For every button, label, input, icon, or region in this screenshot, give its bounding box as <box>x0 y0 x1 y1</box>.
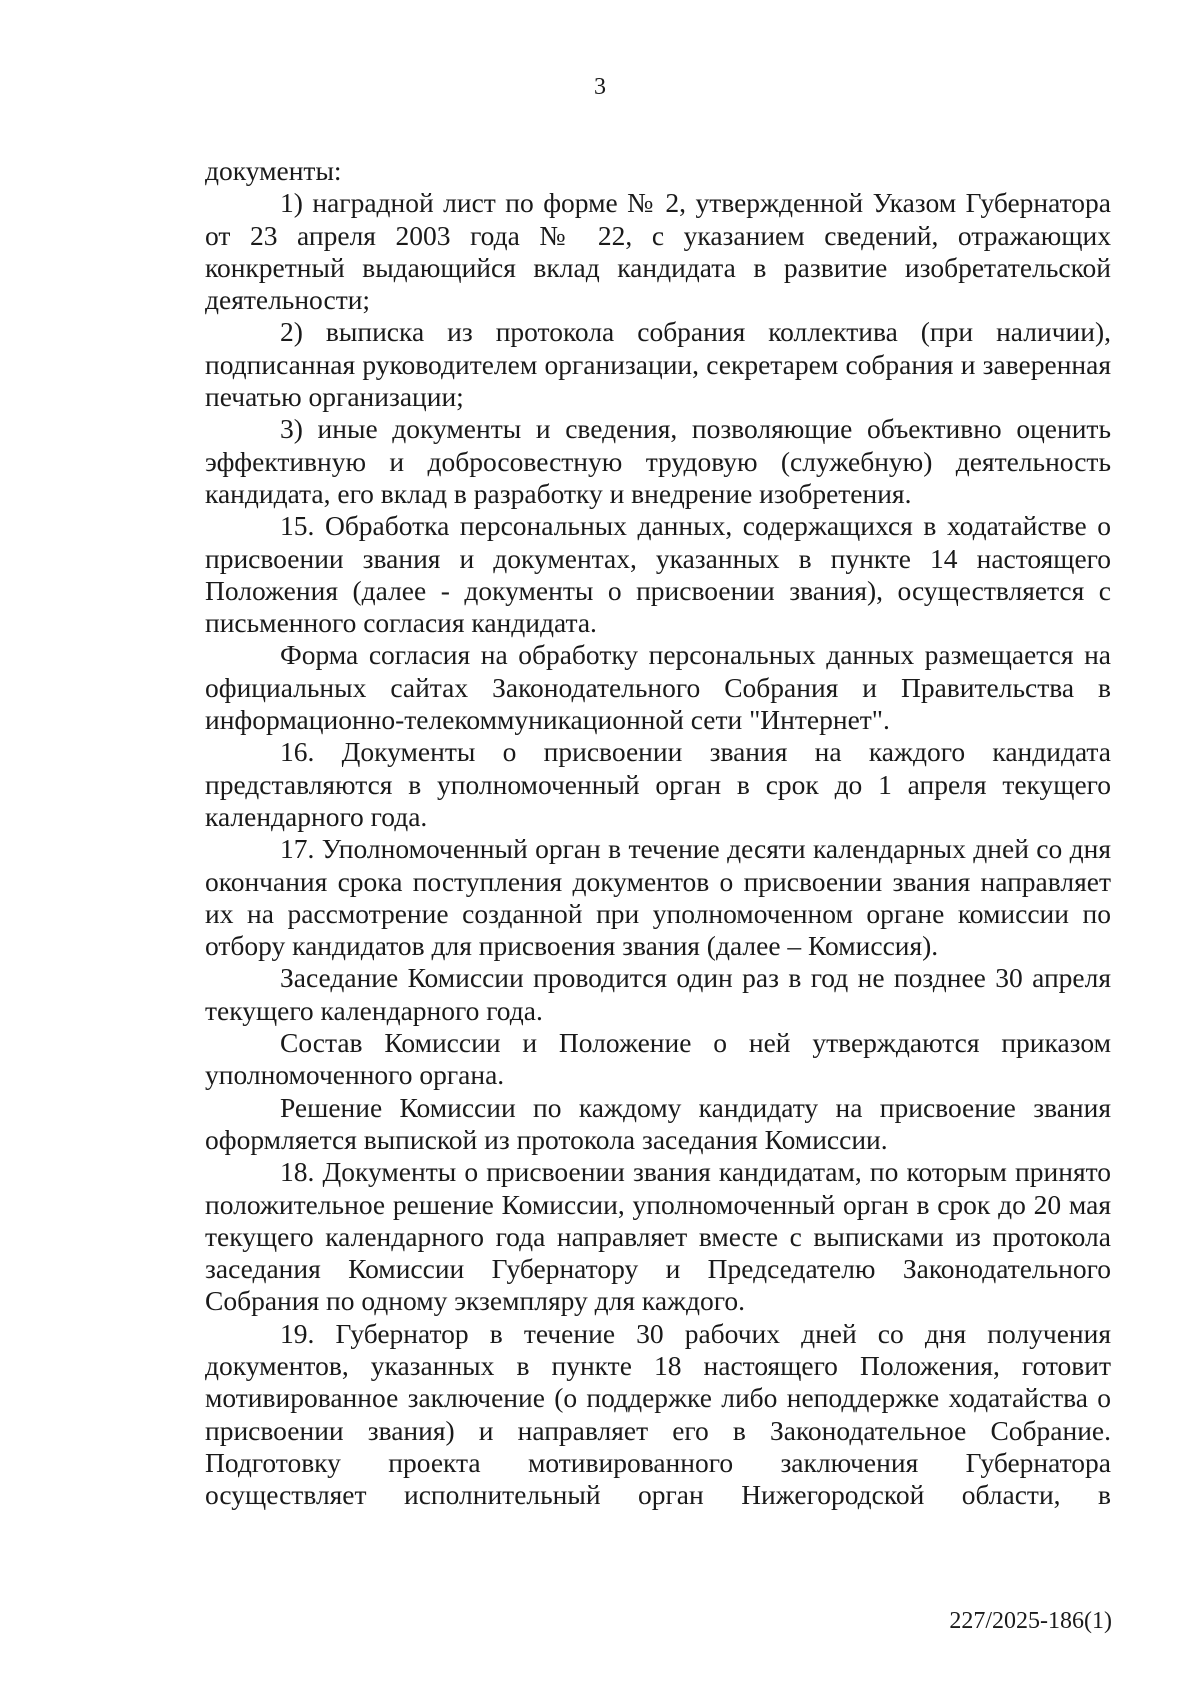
paragraph: Решение Комиссии по каждому кандидату на присвоение звания оформляется выпиской из протокола заседания Комиссии. <box>205 1091 1111 1155</box>
document-body <box>205 155 1111 1511</box>
paragraph: документы: <box>205 155 342 186</box>
paragraph: 17. Уполномоченный орган в течение десяти календарных дней со дня окончания срока поступления документов о присвоении звания направляет их на рассмотрение созданной при уполномоченном органе комиссии по отбору кандидатов для присвоения звания (далее – Комиссия). <box>205 833 1111 962</box>
paragraph: 2) выписка из протокола собрания коллектива (при наличии), подписанная руководителем организации, секретарем собрания и заверенная печатью организации; <box>205 316 1111 413</box>
document-registration-number: 227/2025-186(1) <box>949 1608 1112 1634</box>
paragraph: Состав Комиссии и Положение о ней утверждаются приказом уполномоченного органа. <box>205 1027 1111 1091</box>
paragraph: 19. Губернатор в течение 30 рабочих дней со дня получения документов, указанных в пункте 18 настоящего Положения, готовит мотивированное заключение (о поддержке либо неподдержке ходатайства о присвоении звания) и направляет его в Законодательное Собрание. Подготовку проекта мотивированного заключения Губернатора осуществляет исполнительный орган Нижегородской области, в <box>205 1317 1111 1511</box>
page-number: 3 <box>594 74 606 100</box>
paragraph: Форма согласия на обработку персональных данных размещается на официальных сайтах Законодательного Собрания и Правительства в информационно-телекоммуникационной сети "Интернет". <box>205 639 1111 736</box>
paragraph: 1) наградной лист по форме № 2, утвержденной Указом Губернатора от 23 апреля 2003 года № 22, с указанием сведений, отражающих конкретный выдающийся вклад кандидата в развитие изобретательской деятельности; <box>205 187 1111 316</box>
paragraph: 3) иные документы и сведения, позволяющие объективно оценить эффективную и добросовестную трудовую (служебную) деятельность кандидата, его вклад в разработку и внедрение изобретения. <box>205 413 1111 509</box>
paragraph: 15. Обработка персональных данных, содержащихся в ходатайстве о присвоении звания и документах, указанных в пункте 14 настоящего Положения (далее - документы о присвоении звания), осуществляется с письменного согласия кандидата. <box>205 510 1111 639</box>
paragraph: 16. Документы о присвоении звания на каждого кандидата представляются в уполномоченный орган в срок до 1 апреля текущего календарного года. <box>205 736 1111 832</box>
paragraph: Заседание Комиссии проводится один раз в год не позднее 30 апреля текущего календарного года. <box>205 962 1111 1026</box>
paragraph: 18. Документы о присвоении звания кандидатам, по которым принято положительное решение Комиссии, уполномоченный орган в срок до 20 мая текущего календарного года направляет вместе с выписками из протокола заседания Комиссии Губернатору и Председателю Законодательного Собрания по одному экземпляру для каждого. <box>205 1156 1111 1317</box>
